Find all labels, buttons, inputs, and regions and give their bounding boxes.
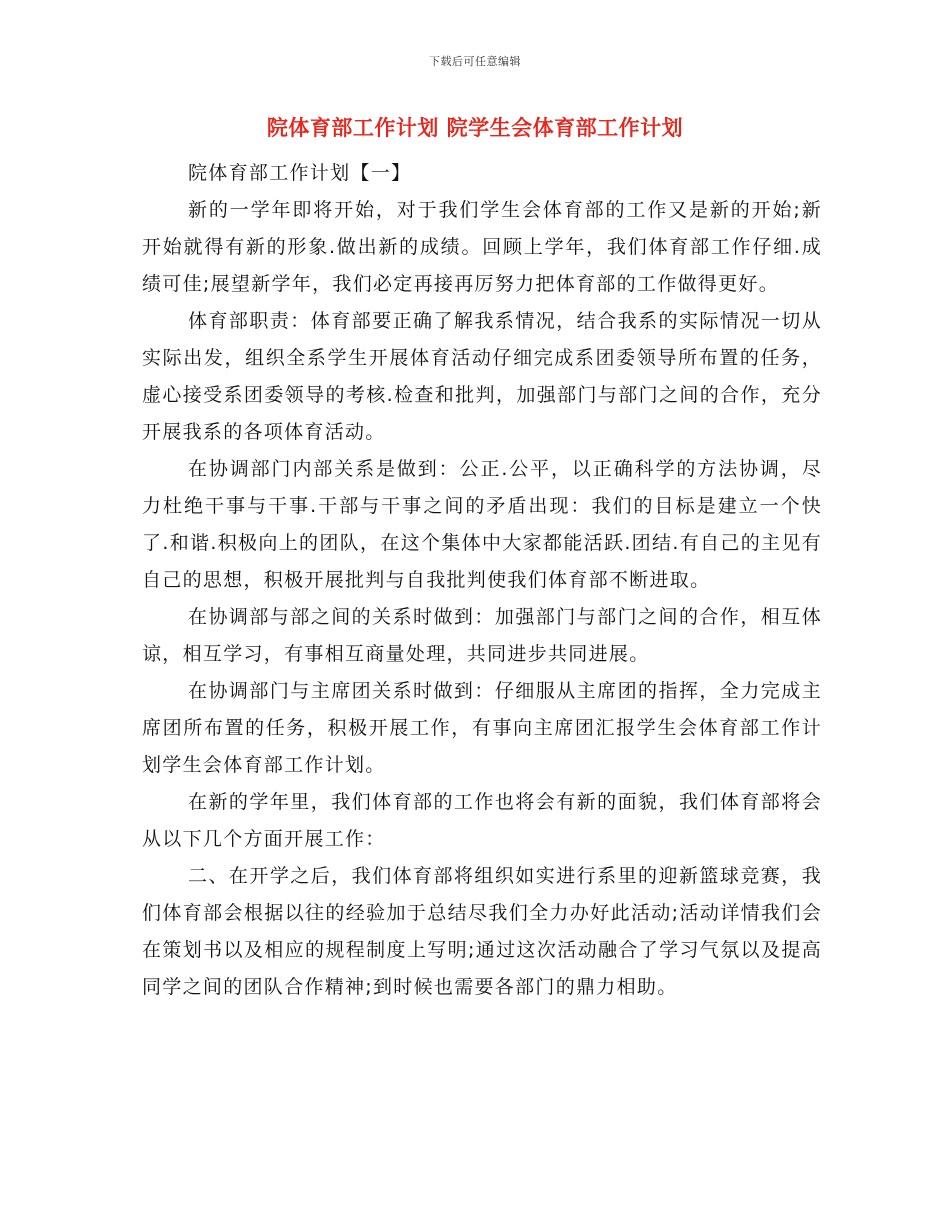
paragraph-new-year-plan: 在新的学年里，我们体育部的工作也将会有新的面貌，我们体育部将会从以下几个方面开展工作： (142, 791, 822, 850)
paragraph-intro: 新的一学年即将开始，对于我们学生会体育部的工作又是新的开始;新开始就得有新的形象.做出新的成绩。回顾上学年，我们体育部工作仔细.成绩可佳;展望新学年，我们必定再接再厉努力把体育部的工作做得更好。 (142, 199, 822, 295)
paragraph-duties: 体育部职责：体育部要正确了解我系情况，结合我系的实际情况一切从实际出发，组织全系学生开展体育活动仔细完成系团委领导所布置的任务，虚心接受系团委领导的考核.检查和批判，加强部门与部门之间的合作，充分开展我系的各项体育活动。 (142, 310, 822, 443)
section-heading: 院体育部工作计划【一】 (188, 162, 412, 184)
paragraph-presidium: 在协调部门与主席团关系时做到：仔细服从主席团的指挥，全力完成主席团所布置的任务，积极开展工作，有事向主席团汇报学生会体育部工作计划学生会体育部工作计划。 (142, 680, 822, 776)
page-header-watermark: 下载后可任意编辑 (429, 55, 521, 68)
paragraph-internal-relations: 在协调部门内部关系是做到：公正.公平，以正确科学的方法协调，尽力杜绝干事与干事.干部与干事之间的矛盾出现：我们的目标是建立一个快了.和谐.积极向上的团队，在这个集体中大家都能活跃.团结.有自己的主见有自己的思想，积极开展批判与自我批判使我们体育部不断进取。 (142, 458, 822, 591)
document-title: 院体育部工作计划 院学生会体育部工作计划 (266, 116, 684, 140)
paragraph-basketball-event: 二、在开学之后，我们体育部将组织如实进行系里的迎新篮球竞赛，我们体育部会根据以往的经验加于总结尽我们全力办好此活动;活动详情我们会在策划书以及相应的规程制度上写明;通过这次活动融合了学习气氛以及提高同学之间的团队合作精神;到时候也需要各部门的鼎力相助。 (142, 865, 822, 998)
document-body (142, 155, 822, 1006)
paragraph-inter-department: 在协调部与部之间的关系时做到：加强部门与部门之间的合作，相互体谅，相互学习，有事相互商量处理，共同进步共同进展。 (142, 606, 822, 665)
